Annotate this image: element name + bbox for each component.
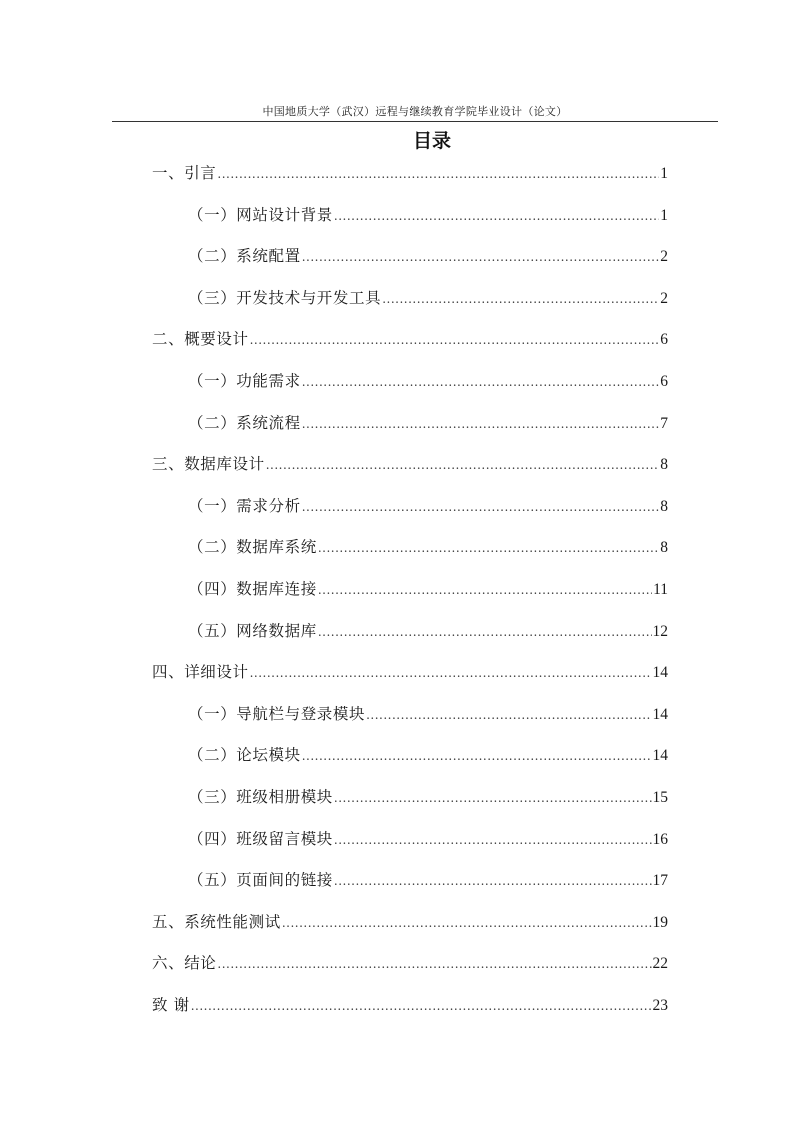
toc-entry-page-number: 14	[652, 664, 668, 682]
toc-entry[interactable]	[188, 743, 668, 767]
toc-dot-leader	[318, 536, 659, 559]
toc-dot-leader	[302, 744, 652, 767]
toc-entry-page-number: 2	[660, 289, 668, 307]
toc-entry-label: （一）网站设计背景	[188, 205, 333, 224]
toc-entry[interactable]	[188, 203, 668, 227]
toc-entry-label: （二）系统流程	[188, 413, 301, 432]
toc-entry-label: （一）导航栏与登录模块	[188, 704, 366, 723]
toc-entry-label: （四）班级留言模块	[188, 829, 333, 848]
toc-entry[interactable]	[188, 785, 668, 809]
toc-entry[interactable]	[188, 827, 668, 851]
toc-entry-page-number: 16	[652, 830, 668, 848]
toc-entry-page-number: 14	[652, 705, 668, 723]
toc-entry[interactable]	[188, 411, 668, 435]
toc-entry-label: 五、系统性能测试	[152, 912, 281, 931]
toc-entry[interactable]	[188, 535, 668, 559]
toc-entry[interactable]	[152, 660, 668, 684]
toc-dot-leader	[191, 994, 652, 1017]
toc-dot-leader	[318, 620, 652, 643]
toc-entry-label: （四）数据库连接	[188, 580, 317, 598]
toc-entry-label: （五）页面间的链接	[188, 871, 333, 890]
toc-dot-leader	[282, 911, 652, 934]
toc-dot-leader	[302, 412, 660, 435]
toc-dot-leader	[302, 245, 660, 268]
toc-entry[interactable]	[152, 993, 668, 1017]
toc-entry[interactable]	[188, 369, 668, 393]
toc-entry-page-number: 8	[660, 497, 668, 515]
toc-entry-label: 四、详细设计	[152, 663, 249, 682]
toc-entry-page-number: 11	[653, 581, 668, 598]
toc-dot-leader	[334, 828, 652, 851]
toc-entry-label: （一）需求分析	[188, 496, 301, 515]
toc-entry-page-number: 1	[660, 206, 668, 224]
toc-dot-leader	[266, 453, 660, 476]
toc-entry-page-number: 23	[652, 997, 668, 1014]
toc-entry-label: 致 谢	[152, 996, 190, 1014]
toc-dot-leader	[334, 204, 659, 227]
toc-dot-leader	[217, 952, 651, 975]
toc-entry[interactable]	[188, 286, 668, 310]
toc-entry-page-number: 22	[652, 955, 668, 973]
running-header: 中国地质大学（武汉）远程与继续教育学院毕业设计（论文）	[262, 105, 568, 118]
toc-entry[interactable]	[188, 868, 668, 892]
toc-entry[interactable]	[188, 619, 668, 643]
toc-entry-label: 一、引言	[152, 164, 217, 182]
toc-entry[interactable]	[152, 951, 668, 975]
toc-entry[interactable]	[152, 161, 668, 185]
toc-dot-leader	[318, 578, 652, 601]
toc-entry[interactable]	[188, 494, 668, 518]
toc-dot-leader	[217, 162, 659, 185]
toc-entry-page-number: 6	[660, 331, 668, 349]
toc-entry-page-number: 15	[652, 789, 668, 806]
toc-entry-label: （一）功能需求	[188, 372, 301, 390]
toc-entry-label: （五）网络数据库	[188, 621, 317, 640]
toc-dot-leader	[302, 495, 660, 518]
toc-dot-leader	[250, 328, 660, 351]
toc-dot-leader	[250, 661, 652, 684]
toc-entry-label: 二、概要设计	[152, 330, 249, 349]
toc-entry-label: （三）开发技术与开发工具	[188, 288, 382, 307]
toc-entry[interactable]	[152, 910, 668, 934]
toc-entry-label: （三）班级相册模块	[188, 788, 333, 806]
toc-dot-leader	[366, 703, 651, 726]
toc-entry[interactable]	[152, 452, 668, 476]
toc-dot-leader	[302, 370, 660, 393]
toc-entry-page-number: 19	[652, 913, 668, 931]
toc-entry-page-number: 1	[660, 165, 668, 182]
toc-dot-leader	[382, 287, 659, 310]
toc-entry-page-number: 6	[660, 373, 668, 390]
toc-entry-page-number: 8	[660, 456, 668, 474]
toc-title: 目录	[412, 130, 451, 152]
toc-entry-page-number: 12	[652, 622, 668, 640]
toc-entry[interactable]	[152, 327, 668, 351]
toc-entry-page-number: 2	[660, 248, 668, 266]
toc-entry-page-number: 17	[652, 872, 668, 890]
toc-entry-page-number: 8	[660, 539, 668, 557]
toc-entry[interactable]	[188, 577, 668, 601]
toc-entry-label: （二）系统配置	[188, 247, 301, 266]
toc-dot-leader	[334, 869, 652, 892]
toc-entry[interactable]	[188, 702, 668, 726]
toc-entry[interactable]	[188, 244, 668, 268]
toc-entry-label: 六、结论	[152, 954, 217, 973]
toc-entry-label: 三、数据库设计	[152, 455, 265, 474]
toc-entry-label: （二）数据库系统	[188, 538, 317, 557]
toc-entry-label: （二）论坛模块	[188, 746, 301, 765]
toc-entry-page-number: 14	[652, 747, 668, 765]
toc-entry-page-number: 7	[660, 414, 668, 432]
toc-dot-leader	[334, 786, 652, 809]
